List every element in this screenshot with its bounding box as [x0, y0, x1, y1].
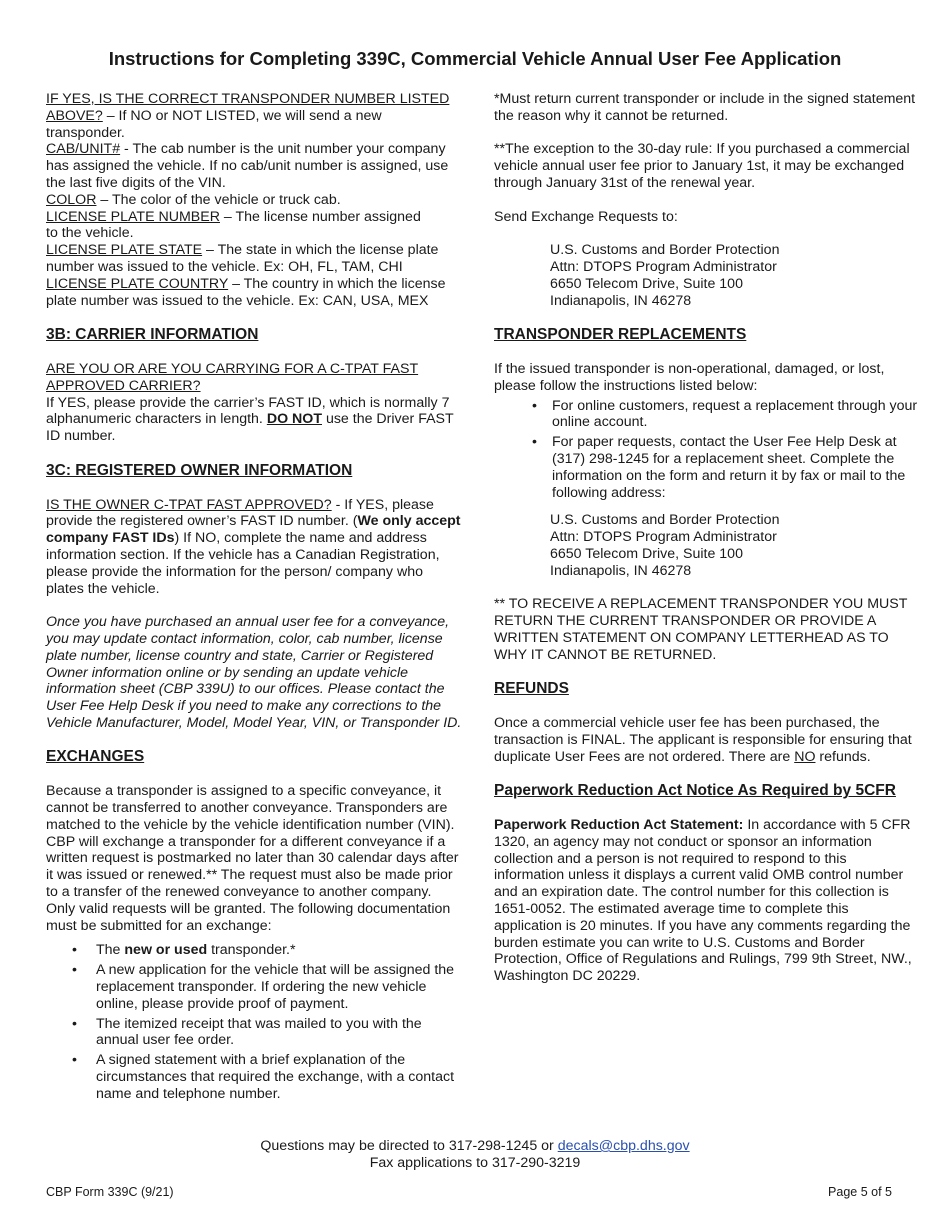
bullet-text: A new application for the vehicle that will be assigned the replacement transponder. If ordering the new vehicle online, please provide proof of payment.: [96, 962, 455, 1012]
address-line: 6650 Telecom Drive, Suite 100: [550, 545, 743, 562]
list-item: [46, 962, 464, 1012]
address-line: 6650 Telecom Drive, Suite 100: [550, 275, 743, 292]
color-paragraph: [46, 192, 464, 209]
bullet-icon: •: [532, 397, 537, 414]
bullet-text: A signed statement with a brief explanation of the circumstances that required the exchange, with a contact name and telephone number.: [96, 1052, 455, 1102]
cab-unit-text: - The cab number is the unit number your company has assigned the vehicle. If no cab/unit number is assigned, use the last five digits of the VIN.: [46, 141, 449, 191]
exchanges-paragraph: Because a transponder is assigned to a specific conveyance, it cannot be transferred to another conveyance. Transponders are matched to the vehicle by the vehicle identification number (VIN). CBP will exchange a transponder for a different conveyance if a written request is postmarked no later than 30 calendar days after it was issued or renewed.** The request must also be made prior to a transfer of the renewed conveyance to another company. Only valid requests will be granted. The following documentation must be submitted for an exchange:: [46, 783, 459, 934]
fax-line: Fax applications to 317-290-3219: [369, 1154, 581, 1171]
owner-bold-note: We only accept company FAST IDs: [46, 513, 461, 547]
license-plate-text: – The license number assigned to the vehicle.: [46, 208, 421, 242]
bullet-icon: •: [72, 1052, 77, 1069]
do-not-emphasis: DO NOT: [266, 411, 322, 428]
bullet-icon: •: [72, 942, 77, 959]
list-item: [494, 398, 918, 432]
carrier-answer-text: If YES, please provide the carrier’s FAST ID, which is normally 7 alphanumeric characters in length.: [46, 394, 450, 428]
owner-question: IS THE OWNER C-TPAT FAST APPROVED?: [46, 496, 332, 513]
list-item: [46, 942, 464, 959]
license-state-label: LICENSE PLATE STATE: [46, 242, 203, 259]
refunds-text-2: refunds.: [815, 748, 871, 765]
footer-contact: [0, 1138, 950, 1172]
right-column: [494, 91, 918, 985]
address-line: U.S. Customs and Border Protection: [550, 512, 780, 529]
update-info-note: Once you have purchased an annual user fee for a conveyance, you may update contact information, color, cab number, license plate number, license country and state, Carrier or Registered Owner information online or by sending an update vehicle information sheet (CBP 339U) to our offices. Please contact the User Fee Help Desk if you need to make any corrections to the Vehicle Manufacturer, Model, Model Year, VIN, or Transponder ID.: [46, 614, 462, 731]
address-line: U.S. Customs and Border Protection: [550, 242, 780, 259]
carrier-information-heading: 3B: CARRIER INFORMATION: [46, 326, 259, 344]
bullet-icon: •: [532, 434, 537, 451]
bullet-text: The: [96, 942, 125, 959]
form-identifier: CBP Form 339C (9/21): [46, 1185, 174, 1199]
transponder-question: IF YES, IS THE CORRECT TRANSPONDER NUMBER LISTED ABOVE?: [46, 91, 450, 124]
replacements-intro: If the issued transponder is non-operational, damaged, or lost, please follow the instructions listed below:: [494, 360, 885, 394]
owner-answer-text-2: ) If NO, complete the name and address information section. If the vehicle has a Canadian Registration, please provide the information for the person/ company who plates the vehicle.: [46, 530, 440, 597]
replacement-address-block: [494, 512, 918, 579]
questions-line: [0, 1138, 950, 1155]
license-country-text: – The country in which the license plate number was issued to the vehicle. Ex: CAN, USA, MEX: [46, 275, 446, 309]
refunds-text: Once a commercial vehicle user fee has been purchased, the transaction is FINAL. The applicant is responsible for ensuring that duplicate User Fees are not ordered. There are: [494, 715, 912, 765]
bullet-icon: •: [72, 962, 77, 979]
must-return-note: *Must return current transponder or include in the signed statement the reason why it cannot be returned.: [494, 91, 916, 124]
address-line: Attn: DTOPS Program Administrator: [550, 529, 777, 546]
exchange-address-block: [494, 242, 918, 309]
bullet-text: The itemized receipt that was mailed to you with the annual user fee order.: [96, 1015, 422, 1049]
replacement-instructions-list: [494, 398, 918, 502]
page-number: Page 5 of 5: [828, 1185, 892, 1199]
carrier-answer-text-2: use the Driver FAST ID number.: [46, 411, 454, 445]
license-country-label: LICENSE PLATE COUNTRY: [46, 275, 229, 292]
refunds-paragraph: [494, 715, 918, 765]
replacement-caps-notice: ** TO RECEIVE A REPLACEMENT TRANSPONDER YOU MUST RETURN THE CURRENT TRANSPONDER OR PROVIDE A WRITTEN STATEMENT ON COMPANY LETTERHEAD AS TO WHY IT CANNOT BE RETURNED.: [494, 596, 908, 663]
address-line: Indianapolis, IN 46278: [550, 292, 692, 309]
list-item: [46, 1016, 464, 1050]
list-item: [46, 1052, 464, 1102]
send-exchange-requests-label: Send Exchange Requests to:: [494, 208, 678, 225]
carrier-question: ARE YOU OR ARE YOU CARRYING FOR A C-TPAT FAST APPROVED CARRIER?: [46, 360, 419, 394]
owner-paragraph: [46, 497, 464, 598]
email-link[interactable]: decals@cbp.dhs.gov: [557, 1138, 690, 1154]
transponder-number-paragraph: [46, 91, 464, 141]
refunds-no-emphasis: NO: [794, 748, 816, 765]
paperwork-reduction-paragraph: [494, 817, 918, 985]
color-label: COLOR: [46, 191, 97, 208]
owner-answer-text: - If YES, please provide the registered owner’s FAST ID number. (: [46, 496, 434, 530]
license-plate-label: LICENSE PLATE NUMBER: [46, 208, 220, 225]
license-country-paragraph: [46, 276, 464, 310]
carrier-answer: [46, 395, 464, 445]
address-line: Attn: DTOPS Program Administrator: [550, 258, 777, 275]
transponder-answer: – If NO or NOT LISTED, we will send a new transponder.: [46, 107, 382, 141]
paperwork-statement-label: Paperwork Reduction Act Statement:: [494, 817, 744, 834]
registered-owner-heading: 3C: REGISTERED OWNER INFORMATION: [46, 461, 353, 479]
left-column: [46, 91, 464, 1106]
cab-unit-label: CAB/UNIT#: [46, 141, 121, 158]
color-text: – The color of the vehicle or truck cab.: [96, 191, 341, 208]
exchanges-heading: EXCHANGES: [46, 748, 145, 766]
bullet-icon: •: [72, 1015, 77, 1032]
paperwork-reduction-heading: Paperwork Reduction Act Notice As Required by 5CFR: [494, 782, 896, 800]
questions-text: Questions may be directed to 317-298-1245 or: [260, 1138, 558, 1154]
bullet-text-2: transponder.*: [207, 942, 296, 959]
license-state-text: – The state in which the license plate number was issued to the vehicle. Ex: OH, FL, TAM, CHI: [46, 242, 439, 275]
paperwork-statement-text: In accordance with 5 CFR 1320, an agency may not conduct or sponsor an information collection and a person is not required to respond to this information unless it displays a current valid OMB control number and an expiration date. The control number for this collection is 1651-0052. The estimated average time to complete this application is 20 minutes. If you have any comments regarding the burden estimate you can write to U.S. Customs and Border Protection, Office of Regulations and Rulings, 799 9th Street, NW., Washington DC 20229.: [494, 817, 912, 985]
list-item: [494, 434, 918, 501]
page-title: Instructions for Completing 339C, Commercial Vehicle Annual User Fee Application: [108, 48, 842, 69]
license-state-paragraph: [46, 242, 464, 276]
address-line: Indianapolis, IN 46278: [550, 562, 692, 579]
exchange-documentation-list: [46, 942, 464, 1102]
bullet-text: For paper requests, contact the User Fee Help Desk at (317) 298-1245 for a replacement sheet. Complete the information on the form and return it by fax or mail to the following address:: [552, 434, 906, 501]
bullet-bold-text: new or used: [124, 942, 208, 959]
cab-unit-paragraph: [46, 141, 464, 191]
exception-note: **The exception to the 30-day rule: If you purchased a commercial vehicle annual user fee prior to January 1st, it may be exchanged through January 31st of the renewal year.: [494, 141, 910, 191]
bullet-text: For online customers, request a replacement through your online account.: [552, 397, 918, 431]
transponder-replacements-heading: TRANSPONDER REPLACEMENTS: [494, 326, 747, 344]
license-plate-paragraph: [46, 209, 464, 243]
refunds-heading: REFUNDS: [494, 680, 569, 698]
